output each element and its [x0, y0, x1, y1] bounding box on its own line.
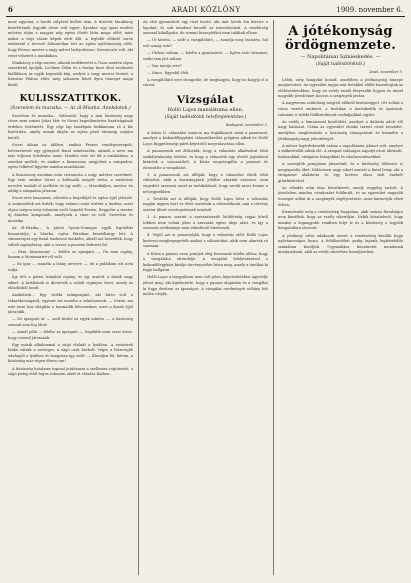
column-rule-2 — [273, 20, 274, 575]
column-left — [8, 20, 133, 575]
column-right — [278, 20, 403, 575]
article-paragraph: A műsor legérdekesebb száma a napolitániai jelenet volt, amelyet a műkedvelők adtak elő. A színpad valóságos nápolyi utcát ábrázolt, halászokkal, virágárus leányokkal és vándorzenészekkel. — [278, 143, 403, 159]
article-dateline: Arad, november 5. — [369, 70, 403, 74]
article-paragraph: Sivori erre hazament, elővette a hegedűjét és egész éjjel játszott. A szomszédok azt hitték, hogy valami csoda történt a házban, mert olyan szépen még sohasem szólt hegedű Pesten. Reggelre a mester új darabot komponált, amelynek a címe ez volt: Szerelem és muzsika. — [8, 196, 133, 223]
article-paragraph: A közönség hatalmas tapssal jutalmazta a szellemes rögtönzést, a súgó pedig ettől fogva sohasem aludt el előadás közben. — [8, 366, 133, 377]
article-paragraph: 4. Végül azt is panaszolják, hogy a választás előtt Holló Lajos kortesei megfenyegették azokat a választókat, akik nem akartak rá szavazni. — [143, 233, 268, 249]
headline-kicker: (Saját tudósítónktól.) — [315, 62, 366, 67]
headline-vizsgalat: Vizsgálat — [176, 94, 235, 107]
article-paragraph: Kiemelendő még a rendezőség buzgalma, akik semmi fáradságot nem kíméltek, hogy az estély sikerüljön. Nekik köszönhető, hogy minden a legnagyobb rendben folyt le és a közönség a legjobb hangulatban távozott. — [278, 209, 403, 231]
article-paragraph: Az első gyanusított egy tiszt lesztó, aki már hetek óta kísérte a lapokat, és sok mindent beszélt az ismerőseinek. A rendőrség azonnal kihallgatta, de semmi bizonyítékot nem találtak ellene. — [143, 20, 268, 36]
article-paragraph: Így lett a párisi leányból cigány, és így aratott a darab nagy sikert. A kritikusok is dicsérték a valódi cigányos tüzet, amely az előadásból áradt. — [8, 275, 133, 291]
section-title-kulisszatitkok: KULISSZATITKOK. — [19, 93, 122, 104]
article-paragraph: Holló Lajos a tárgyaláson nem volt jelen, képviseletében ügyvédje jelent meg, aki kijelentette, hogy a panasz alaptalan és a vizsgálat ki fogja deríteni az igazságot. A vizsgálat eredményét néhány hét múlva várják. — [143, 275, 268, 297]
article-paragraph: 2. Továbbá azt is állítják, hogy Holló Lajos hívei a választás napján ingyen bort és ételt osztottak a választóknak, ami a törvény szerint tiltott vesztegetésnek minősül. — [143, 196, 268, 212]
article-paragraph: Lélek, szép hangulat honolt, amelyben a jótékonyság ünnepe megtartatott. Az egyesület tagjai már hetekkel előbb hozzáfogtak az előkészületekhez, hogy az estély minél fényesebb legyen és minél nagyobb jövedelmet hozzon a szegények javára. — [278, 77, 403, 99]
column-rule-1 — [138, 20, 139, 575]
article-paragraph: — Úr kérem, — szólt a vizsgálóbíró, — mondja meg őszintén, hol volt aznap este? — [143, 38, 268, 48]
headline-jotekonysag: A jótékonyság ördögnemzete. — [285, 24, 396, 53]
article-paragraph: A Kúria II. választási tanácsa ma foglalkozott azzal a panasszal, amelyet a kiskunfélegyházi választókerület polgárai adtak be Holló Lajos függetlenségi párti képviselő megválasztása ellen. — [143, 130, 268, 146]
page-header — [6, 4, 405, 16]
headline-subtitle: — Napolitániai Szinieskedés. — — [300, 54, 381, 60]
page-number: 6 — [8, 5, 13, 14]
headline-subtitle: Holló Lajos mandátuma ellen. — [167, 107, 244, 114]
article-paragraph: A kisasszony azonban nem viszonozta a nagy művész szerelmét. Egy este, amikor Sivori a kulisszák mögött várta, a színésznő nevetve szaladt el mellette és így szólt: — Muzsikáljon, mester, én addig a színpadon játszom. — [8, 172, 133, 194]
article-paragraph: Egy másik alkalommal a súgó elaludt a lyukban. A színészek hiába vártak a szövegre, a súgó csak horkolt. Végre a főszereplő odahajolt a lyukhoz és hangosan így szólt: — Ébredjen fel, kérem, a közönség már régen ébren van! — [8, 342, 133, 364]
article-paragraph: A vizsgálóbíró erre elengedte, de meghagyta, hogy ne hagyja el a várost. — [143, 77, 268, 88]
article-paragraph: 1. A panaszosok azt állítják, hogy a választási elnök több választót, akik a kormánypárti jelöltre akartak szavazni, nem engedett szavazni azzal az indokolással, hogy nevük nincs benne a névjegyzékben. — [143, 172, 268, 194]
article-paragraph: — Van tanúja erre? — [147, 63, 182, 68]
article-paragraph: Az előadás után tánc következett, amely reggelig tartott. A jövedelem minden várakozást felülmúlt, és az egyesület nagyobb összeget adhat át a szegények segélyezésére, mint bármelyik előző évben. — [278, 185, 403, 207]
article-dateline: Budapest, november 5. — [225, 123, 268, 128]
article-paragraph: A Kúria a panasz ezen pontjait elég fontosnak találta ahhoz, hogy a vizsgálatot elrendelje. A vizsgálat lefolytatásával a kiskunfélegyházi királyi törvényszéket bízta meg, amely a tanúkat ki fogja hallgatni. — [143, 251, 268, 273]
article-paragraph: Anekdotok... Egy vidéki színigazgató, aki híres volt a takarékosságáról, egyszer azt mondta a színészeinek: — Uraim, ma este nem lesz világítás a harmadik felvonásban, mert a darab éjjel játszódik. — [8, 293, 133, 315]
newspaper-name: ARADI KÖZLÖNY — [171, 6, 241, 14]
article-paragraph: Az ál-Miarka... A párisi Opera-Comique egyik legutóbbi bemutatója, a Miarka, egész Párisban beszédtárgy lett. A címszerepet egy fiatal énekesnő énekelte, akiről azt beszélték, hogy valódi cigányleány, akit a szerző a pusztán fedezett fel. — [8, 225, 133, 247]
article-paragraph: — Otthon voltam, — felelte a gyanúsított. — Egész este olvastam, senki sem járt nálam. — [143, 50, 268, 61]
header-rule — [6, 16, 405, 17]
article-paragraph: Sivori abban az időben, amikor Pesten vendégszerepelt, beleszeretett egy gyönyörű fiatal színésznőbe, akinek a neve ma már teljesen feledésbe ment. Minden este ott ült a színházban, a zenekar mellett, és amikor a kisasszony megjelent a színpadon, egész lelkével figyelte minden mozdulatát. — [8, 143, 133, 170]
article-paragraph: Munkácsy a régi mester, akinek emlékezetét a Tisza mentén olyan szeretettel ápolják, Lechner Ödön és a Szalay Imre által rendezett kiállításon az egyik legszebb kép, melyet a nagy mester festett, a Krisztus Pilátus előtt, még sohasem látott ilyen tömeget maga körül. — [8, 60, 133, 88]
article-paragraph: 3. A panasz szerint a szavazatszedő küldöttség tagjai közül többen nem voltak jelen a szavazás egész ideje alatt, és így a szavazás eredménye nem tekinthető hitelesnek. — [143, 214, 268, 231]
section-subtitle: (Szerelem és muzsika. — Az ál-Miarka. Anekdotok.) — [10, 105, 131, 111]
article-paragraph: A jótékony célra adakozók neveit a rendezőség később fogja nyilvánosságra hozni, a felülfizetőkét pedig lapunk legközelebbi számában közöljük. Ugyanakkor köszönetet mondanak mindazoknak, akik az estély sikeréhez hozzájárultak. — [278, 233, 403, 255]
headline-kicker: (Saját tudósítónk telefonjelentése.) — [164, 115, 247, 121]
article-paragraph: Szerelem és muzsika... Valószínű, hogy a mai közönség nagy része nem ismeri Jokai Mór és Sivori hegedűművész barátságának érdekes történetét. Egy régi lap hasábjain bukkantam rá a kis históriára, amely annak idején az egész pesti társaság szájára került. — [8, 113, 133, 140]
article-paragraph: A nagyterem zsúfolásig megtelt előkelő közönséggel. Ott voltak a város vezető emberei, a tisztikar, a kereskedők és iparosok, valamint a vidéki földbirtokosok családjaikkal együtt. — [278, 101, 403, 117]
article-paragraph: — De igazgató úr — szólt közbe az egyik színész —, a közönség semmit sem fog látni! — [8, 317, 133, 327]
article-paragraph: — Nem, kisasszony! — felelte az igazgató. — Ön nem cigány, hanem a Montmartre-ről való. — [8, 249, 133, 260]
article-paragraph: A panaszosok azt állították, hogy a választás alkalmával több szabálytalanság történt, és hogy a választók egy részét jogtalanul kizárták a szavazásból. A Kúria megvizsgálta a panaszt és elrendelte a vizsgálatot. — [143, 148, 268, 170]
article-paragraph: most agyonat, a hordó sulyával hullott rám. A tüzérek Munkácsy kísérletének legjobb része volt egyet, ilyenkor egy igazi eredeti művész útján a magyar nép egész életét látta maga előtt, mint mikor a régi vásári képek előtt állt. A legtöbb előkelő sorsú embernél a tervező áldozatokat tett az egész nyilvánosság előtt, hogy Ferenc mester a nagy művet befejezhesse; Szerencsés volt, aki részt vehetett a munkában. — [8, 20, 133, 58]
article-paragraph: Az estély a himnusszal kezdődött, amelyet a dalárda adott elő nagy hatással. Utána az egyesület elnöke tartott rövid beszédet, amelyben megköszönte a közönség támogatását és kiemelte a jótékonyság nagy jelentőségét. — [278, 119, 403, 141]
column-middle — [143, 20, 268, 575]
article-paragraph: — Annál jobb — felelte az igazgató —, legalább nem veszi észre, hogy rosszul játszanak. — [8, 330, 133, 340]
article-paragraph: — Nincs. Egyedül élek. — [147, 70, 190, 75]
article-paragraph: A szereplők pompásan játszottak, és a közönség többször is megtapsolta őket. Különösen nagy sikert aratott a fiatal leány, aki a virágárust alakította és egy kedves olasz dalt énekelt gitárkísérettel. — [278, 161, 403, 183]
article-paragraph: — Ez igaz — mondta a leány nevetve —, de a publikum ezt nem tudja. — [8, 262, 133, 273]
issue-date: 1909. november 6. — [336, 6, 403, 14]
